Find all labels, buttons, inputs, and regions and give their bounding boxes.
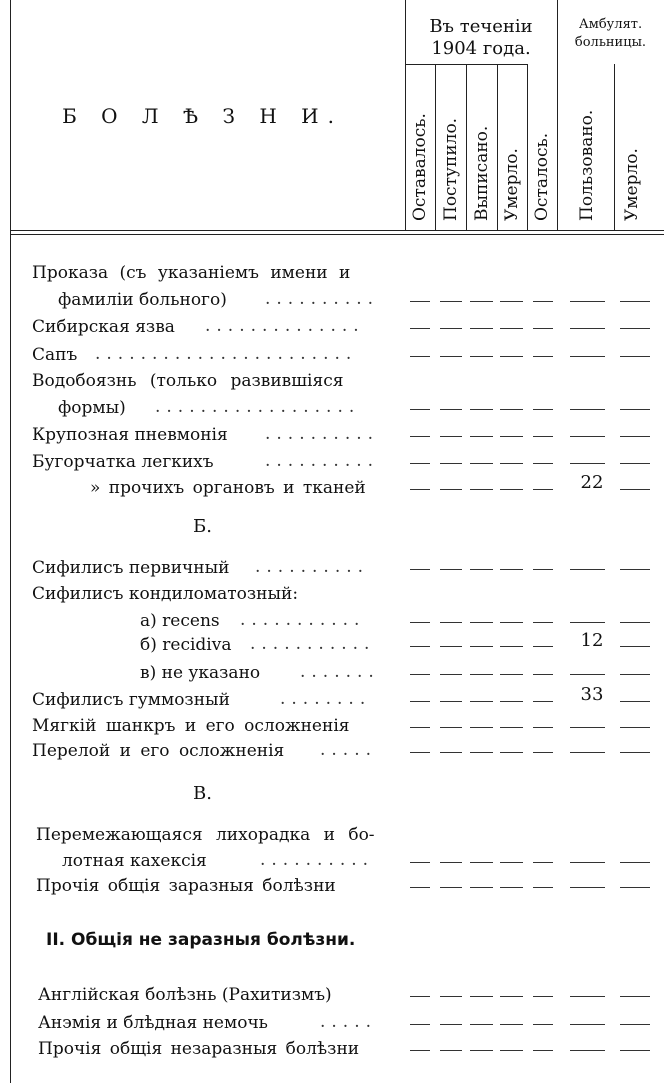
row-label: Проказа (съ указаніемъ имени и — [32, 263, 351, 283]
empty-cell-dash — [570, 752, 605, 753]
empty-cell-dash — [440, 887, 462, 888]
empty-cell-dash — [570, 674, 605, 675]
row-glanders — [32, 344, 77, 366]
empty-cell-dash — [500, 356, 523, 357]
empty-cell-dash — [620, 569, 650, 570]
empty-cell-dash — [440, 569, 462, 570]
value-syph-recidiva-treated: 12 — [580, 630, 604, 651]
empty-cell-dash — [620, 701, 650, 702]
empty-cell-dash — [533, 862, 553, 863]
empty-cell-dash — [410, 727, 430, 728]
empty-cell-dash — [500, 674, 523, 675]
header-bottom-rule-2 — [10, 234, 664, 235]
row-rabies-1 — [32, 370, 343, 392]
row-label: » прочихъ органовъ и тканей — [90, 478, 366, 498]
row-leprosy-1 — [32, 262, 350, 284]
empty-cell-dash — [533, 622, 553, 623]
row-chancre — [32, 715, 349, 737]
empty-cell-dash — [500, 752, 523, 753]
row-label: Перелой и его осложненія — [32, 741, 285, 761]
empty-cell-dash — [570, 996, 605, 997]
row-syph-recens — [140, 610, 220, 632]
empty-cell-dash — [470, 328, 493, 329]
row-malaria-2 — [62, 850, 207, 872]
empty-cell-dash — [470, 436, 493, 437]
empty-cell-dash — [533, 887, 553, 888]
empty-cell-dash — [620, 463, 650, 464]
empty-cell-dash — [440, 409, 462, 410]
section-v-heading: В. — [193, 783, 212, 804]
leader-dots: ....... — [300, 662, 380, 682]
empty-cell-dash — [440, 622, 462, 623]
col-header-ostalos: Осталось. — [532, 132, 552, 221]
empty-cell-dash — [570, 887, 605, 888]
empty-cell-dash — [410, 887, 430, 888]
empty-cell-dash — [440, 752, 462, 753]
row-syph-gummous — [32, 689, 230, 711]
empty-cell-dash — [533, 646, 553, 647]
empty-cell-dash — [500, 887, 523, 888]
col-divider-1 — [435, 64, 436, 230]
empty-cell-dash — [533, 701, 553, 702]
row-tb-lungs — [32, 451, 214, 473]
row-syph-condyl — [32, 583, 298, 605]
leader-dots: .......... — [255, 557, 370, 577]
col-header-umerlo: Умерло. — [502, 148, 522, 221]
row-label: Водобоязнь (только развившіяся — [32, 371, 344, 391]
empty-cell-dash — [470, 887, 493, 888]
row-other-noninfectious — [38, 1038, 359, 1060]
row-label: лотная кахексія — [62, 851, 207, 871]
empty-cell-dash — [440, 356, 462, 357]
value-syph-gummous-treated: 33 — [580, 684, 604, 705]
empty-cell-dash — [440, 436, 462, 437]
empty-cell-dash — [470, 646, 493, 647]
row-label: б) recidiva — [140, 635, 232, 655]
empty-cell-dash — [410, 862, 430, 863]
group2-line2: больницы. — [574, 35, 647, 50]
empty-cell-dash — [470, 356, 493, 357]
leader-dots: .......... — [265, 451, 380, 471]
row-rickets — [38, 984, 332, 1006]
empty-cell-dash — [570, 622, 605, 623]
row-label: Прочія общія заразныя болѣзни — [36, 876, 336, 896]
empty-cell-dash — [533, 489, 553, 490]
empty-cell-dash — [410, 409, 430, 410]
row-label: Перемежающаяся лихорадка и бо- — [36, 825, 375, 845]
row-label: Сифилисъ кондиломатозный: — [32, 584, 299, 604]
row-label: формы) — [58, 398, 126, 418]
empty-cell-dash — [470, 701, 493, 702]
row-gonorrhea — [32, 740, 284, 762]
row-malaria-1 — [36, 824, 375, 846]
empty-cell-dash — [500, 622, 523, 623]
empty-cell-dash — [410, 463, 430, 464]
row-tb-other — [90, 477, 366, 499]
empty-cell-dash — [500, 489, 523, 490]
empty-cell-dash — [533, 463, 553, 464]
empty-cell-dash — [570, 436, 605, 437]
leader-dots: .................. — [155, 397, 361, 417]
group2-header — [557, 16, 664, 52]
col-header-postupilo: Поступило. — [441, 117, 461, 221]
empty-cell-dash — [470, 463, 493, 464]
empty-cell-dash — [500, 436, 523, 437]
row-label: Бугорчатка легкихъ — [32, 452, 214, 472]
row-anthrax — [32, 316, 175, 338]
row-label: Мягкій шанкръ и его осложненія — [32, 716, 350, 736]
empty-cell-dash — [533, 752, 553, 753]
empty-cell-dash — [500, 1050, 523, 1051]
empty-cell-dash — [410, 569, 430, 570]
group1-header — [405, 16, 557, 60]
group1-underline — [405, 64, 528, 65]
value-tb-other-treated: 22 — [580, 472, 604, 493]
row-label: Сифилисъ гуммозный — [32, 690, 230, 710]
empty-cell-dash — [410, 701, 430, 702]
empty-cell-dash — [533, 436, 553, 437]
row-label: Сифилисъ первичный — [32, 558, 230, 578]
empty-cell-dash — [410, 1050, 430, 1051]
leader-dots: ..... — [320, 740, 378, 760]
empty-cell-dash — [570, 862, 605, 863]
empty-cell-dash — [620, 436, 650, 437]
empty-cell-dash — [500, 409, 523, 410]
empty-cell-dash — [470, 752, 493, 753]
empty-cell-dash — [410, 328, 430, 329]
row-label: Сибирская язва — [32, 317, 175, 337]
empty-cell-dash — [570, 463, 605, 464]
empty-cell-dash — [470, 301, 493, 302]
section-b-heading: Б. — [193, 516, 212, 537]
empty-cell-dash — [470, 862, 493, 863]
empty-cell-dash — [410, 489, 430, 490]
empty-cell-dash — [620, 996, 650, 997]
section-ii-heading: II. Общія не заразныя болѣзни. — [46, 930, 356, 950]
empty-cell-dash — [620, 1024, 650, 1025]
group1-line2: 1904 года. — [431, 38, 531, 59]
empty-cell-dash — [440, 1050, 462, 1051]
empty-cell-dash — [620, 887, 650, 888]
empty-cell-dash — [533, 328, 553, 329]
empty-cell-dash — [440, 701, 462, 702]
row-syph-primary — [32, 557, 229, 579]
leader-dots: .......... — [265, 289, 380, 309]
leader-dots: .......... — [260, 850, 375, 870]
left-border-line — [10, 0, 11, 1083]
empty-cell-dash — [500, 328, 523, 329]
empty-cell-dash — [500, 463, 523, 464]
empty-cell-dash — [620, 356, 650, 357]
col-header-umerlo-amb: Умерло. — [622, 148, 642, 221]
row-label: в) не указано — [140, 663, 261, 683]
empty-cell-dash — [570, 1050, 605, 1051]
empty-cell-dash — [620, 489, 650, 490]
row-label: Сапъ — [32, 345, 78, 365]
empty-cell-dash — [620, 1050, 650, 1051]
empty-cell-dash — [533, 727, 553, 728]
empty-cell-dash — [620, 646, 650, 647]
empty-cell-dash — [410, 356, 430, 357]
empty-cell-dash — [410, 996, 430, 997]
row-label: Англійская болѣзнь (Рахитизмъ) — [38, 985, 332, 1005]
empty-cell-dash — [440, 674, 462, 675]
leader-dots: ....................... — [95, 344, 358, 364]
empty-cell-dash — [570, 301, 605, 302]
empty-cell-dash — [500, 1024, 523, 1025]
empty-cell-dash — [470, 996, 493, 997]
leader-dots: ........... — [250, 634, 376, 654]
group2-line1: Амбулят. — [578, 17, 643, 32]
leader-dots: ........ — [280, 689, 372, 709]
col-divider-2 — [466, 64, 467, 230]
empty-cell-dash — [470, 409, 493, 410]
empty-cell-dash — [620, 862, 650, 863]
empty-cell-dash — [620, 752, 650, 753]
empty-cell-dash — [470, 489, 493, 490]
row-label: Анэмія и блѣдная немочь — [38, 1013, 268, 1033]
empty-cell-dash — [570, 727, 605, 728]
leader-dots: .............. — [205, 316, 365, 336]
leader-dots: ........... — [240, 610, 366, 630]
empty-cell-dash — [570, 1024, 605, 1025]
empty-cell-dash — [500, 301, 523, 302]
empty-cell-dash — [620, 622, 650, 623]
empty-cell-dash — [533, 1050, 553, 1051]
col-header-polzovano: Пользовано. — [577, 109, 597, 221]
empty-cell-dash — [533, 301, 553, 302]
empty-cell-dash — [500, 862, 523, 863]
empty-cell-dash — [533, 356, 553, 357]
empty-cell-dash — [533, 674, 553, 675]
row-pneumonia — [32, 424, 228, 446]
empty-cell-dash — [410, 622, 430, 623]
empty-cell-dash — [440, 463, 462, 464]
leader-dots: ..... — [320, 1012, 378, 1032]
col-divider-6 — [614, 64, 615, 230]
empty-cell-dash — [500, 996, 523, 997]
empty-cell-dash — [570, 356, 605, 357]
empty-cell-dash — [620, 674, 650, 675]
empty-cell-dash — [570, 409, 605, 410]
empty-cell-dash — [470, 727, 493, 728]
empty-cell-dash — [410, 1024, 430, 1025]
empty-cell-dash — [620, 301, 650, 302]
empty-cell-dash — [470, 1050, 493, 1051]
empty-cell-dash — [533, 996, 553, 997]
empty-cell-dash — [440, 301, 462, 302]
col-divider-4 — [527, 64, 528, 230]
empty-cell-dash — [440, 646, 462, 647]
empty-cell-dash — [470, 622, 493, 623]
empty-cell-dash — [440, 489, 462, 490]
empty-cell-dash — [410, 646, 430, 647]
group1-line1: Въ теченіи — [429, 16, 533, 37]
row-label: Крупозная пневмонія — [32, 425, 228, 445]
row-label: Прочія общія незаразныя болѣзни — [38, 1039, 360, 1059]
row-other-infectious — [36, 875, 336, 897]
empty-cell-dash — [533, 1024, 553, 1025]
col-divider-3 — [497, 64, 498, 230]
row-anemia — [38, 1012, 268, 1034]
row-label: фамиліи больного) — [58, 290, 227, 310]
row-syph-recidiva — [140, 634, 231, 656]
row-leprosy-2 — [58, 289, 227, 311]
col-header-ostavalos: Оставалось. — [410, 113, 430, 221]
empty-cell-dash — [440, 727, 462, 728]
empty-cell-dash — [470, 1024, 493, 1025]
empty-cell-dash — [410, 436, 430, 437]
header-bottom-rule — [10, 230, 664, 231]
empty-cell-dash — [570, 569, 605, 570]
empty-cell-dash — [620, 727, 650, 728]
empty-cell-dash — [620, 409, 650, 410]
empty-cell-dash — [440, 328, 462, 329]
row-label: а) recens — [140, 611, 220, 631]
empty-cell-dash — [500, 727, 523, 728]
empty-cell-dash — [410, 301, 430, 302]
empty-cell-dash — [440, 862, 462, 863]
empty-cell-dash — [470, 674, 493, 675]
empty-cell-dash — [470, 569, 493, 570]
empty-cell-dash — [533, 569, 553, 570]
empty-cell-dash — [500, 646, 523, 647]
row-syph-unspecified — [140, 662, 260, 684]
empty-cell-dash — [410, 752, 430, 753]
empty-cell-dash — [620, 328, 650, 329]
leader-dots: .......... — [265, 424, 380, 444]
empty-cell-dash — [440, 1024, 462, 1025]
empty-cell-dash — [500, 701, 523, 702]
empty-cell-dash — [533, 409, 553, 410]
empty-cell-dash — [410, 674, 430, 675]
empty-cell-dash — [440, 996, 462, 997]
col-header-vypisano: Выписано. — [472, 125, 492, 221]
page-title: Б О Л Ѣ З Н И. — [62, 104, 343, 128]
row-rabies-2 — [58, 397, 126, 419]
empty-cell-dash — [500, 569, 523, 570]
empty-cell-dash — [570, 328, 605, 329]
